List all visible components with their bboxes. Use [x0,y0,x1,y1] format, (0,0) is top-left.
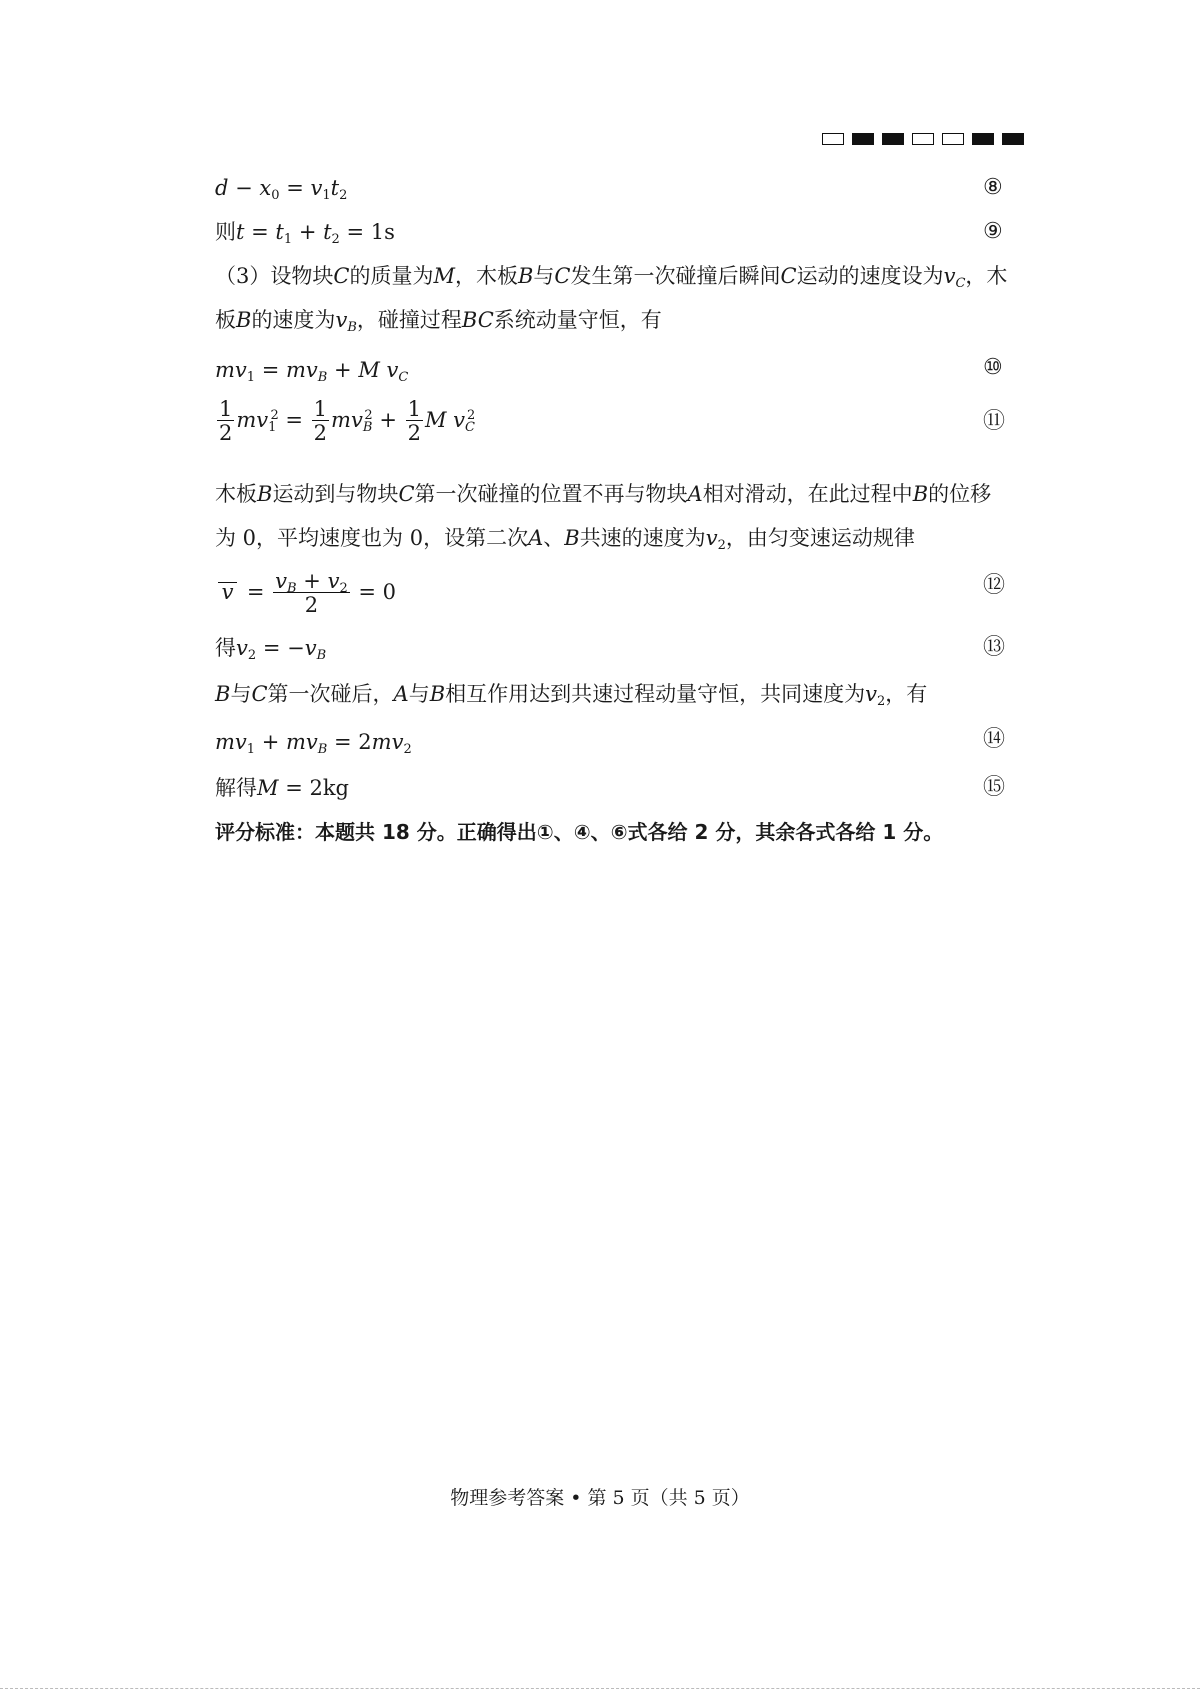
paragraph-4-line-2: 为 0，平均速度也为 0，设第二次A、B共速的速度为$v_2$，由匀变速运动规律 [215,526,915,553]
page-marks [822,133,1024,145]
paragraph-3-line-1: （3）设物块C的质量为M，木板B与C发生第一次碰撞后瞬间C运动的速度设为$v_C$，木 [215,264,1008,291]
equation-15: 解得M = 2kg [215,776,349,800]
scoring-standard: 评分标准：本题共 18 分。正确得出①、④、⑥式各给 2 分，其余各式各给 1 分。 [215,820,944,844]
page-footer: 物理参考答案 • 第 5 页（共 5 页） [450,1487,750,1509]
paragraph-3-line-2: 板B的速度为$v_B$，碰撞过程BC系统动量守恒，有 [215,308,662,335]
mark-filled [972,133,994,145]
mark-filled [882,133,904,145]
equation-number-9: ⑨ [983,219,1003,244]
mark-empty [942,133,964,145]
equation-10: $mv_1 = mv_B + M$ $v_C$ [215,358,409,385]
equation-number-11: ⑪ [983,409,1006,434]
bottom-divider [0,1688,1200,1689]
paragraph-4-line-1: 木板B运动到与物块C第一次碰撞的位置不再与物块A相对滑动，在此过程中B的位移 [215,482,992,506]
equation-9: 则$t = t_1 + t_2 = 1s$ [215,220,395,247]
equation-number-10: ⑩ [983,355,1003,380]
paragraph-5: B与C第一次碰后，A与B相互作用达到共速过程动量守恒，共同速度为$v_2$，有 [215,682,928,709]
equation-number-8: ⑧ [983,175,1003,200]
equation-number-14: ⑭ [983,727,1006,752]
equation-number-13: ⑬ [983,635,1006,660]
equation-8: $d - x_0 = v_1t_2$ [215,176,348,203]
mark-empty [912,133,934,145]
mark-filled [852,133,874,145]
equation-11: $\frac{1}{2}$ $mv_1^2$ = $\frac{1}{2}$ $mv_B^2$ + $\frac{1}{2}$ M $v_C^2$ [219,397,476,445]
equation-number-12: ⑫ [983,573,1006,598]
equation-12: v = $\frac{v_B + v_2}{2}$ = 0 [215,569,397,617]
equation-14: $mv_1 + mv_B = 2mv_2$ [215,730,412,757]
mark-filled [1002,133,1024,145]
equation-number-15: ⑮ [983,775,1006,800]
equation-13: 得$v_2 = -v_B$ [215,636,327,663]
equation-9-prefix: 则 [215,220,236,244]
mark-empty [822,133,844,145]
